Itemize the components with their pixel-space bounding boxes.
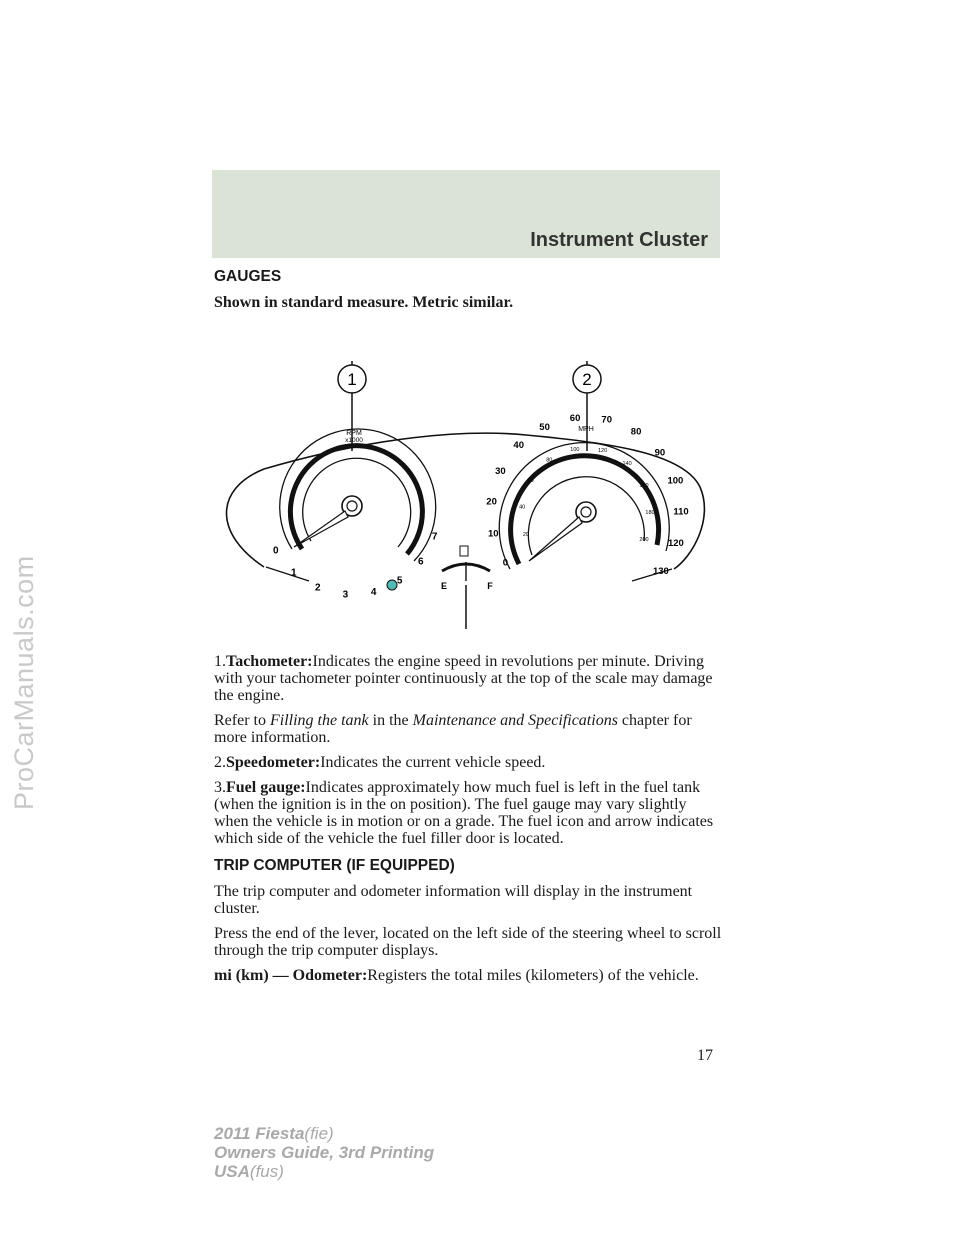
tach-unit: x1000 xyxy=(345,437,363,444)
trip-paragraph-1: The trip computer and odometer information will display in the instrument cluster. xyxy=(214,883,693,917)
speedo-tick-40: 40 xyxy=(513,440,524,452)
speedo-tick-70: 70 xyxy=(601,414,612,426)
reference-chapter: Maintenance and Specifications xyxy=(412,712,618,729)
fuel-full-label: F xyxy=(487,581,493,591)
speedo-inner-tick-120: 120 xyxy=(598,448,608,455)
speedo-tick-100: 100 xyxy=(667,475,684,487)
section-header-band xyxy=(212,170,720,258)
section-title: Instrument Cluster xyxy=(530,229,708,251)
odometer-label: mi (km) — Odometer: xyxy=(214,967,368,984)
item-text: Indicates the engine speed in revolutions per minute. Driving with your tachometer pointer continuously at the top of the scale may damage the engine. xyxy=(214,653,713,704)
speedo-inner-tick-60: 60 xyxy=(527,477,534,484)
gauges-subtitle: Shown in standard measure. Metric similar. xyxy=(214,294,514,311)
speedo-inner-tick-180: 180 xyxy=(645,509,655,516)
tach-tick-6: 6 xyxy=(418,556,424,568)
speedo-tick-80: 80 xyxy=(630,426,642,438)
speedo-tick-130: 130 xyxy=(652,565,669,577)
footer-market-code: (fus) xyxy=(249,1162,284,1181)
speedo-tick-110: 110 xyxy=(673,506,689,518)
item-speedometer xyxy=(214,754,724,771)
speedo-tick-30: 30 xyxy=(495,466,506,478)
trip-heading: TRIP COMPUTER (IF EQUIPPED) xyxy=(214,857,455,874)
speedo-tick-90: 90 xyxy=(654,447,666,459)
callout-label-1: 1 xyxy=(347,370,357,389)
reference-link: Filling the tank xyxy=(269,712,369,729)
page-content xyxy=(214,268,724,992)
item-text: Indicates the current vehicle speed. xyxy=(320,754,546,771)
footer-model-code: (fie) xyxy=(304,1124,334,1143)
tach-title: RPM xyxy=(346,430,362,437)
speedo-tick-120: 120 xyxy=(667,537,684,549)
footer-model: 2011 Fiesta xyxy=(214,1124,305,1143)
speedo-tick-0: 0 xyxy=(502,557,509,569)
speedo-tick-60: 60 xyxy=(569,413,581,424)
refer-note: Refer to Filling the tank in the Maintenance and Specifications chapter for more information. xyxy=(214,712,692,746)
item-num: 3. xyxy=(214,779,226,796)
speedo-tick-20: 20 xyxy=(486,496,497,508)
speedo-inner-tick-100: 100 xyxy=(570,446,580,453)
tach-tick-1: 1 xyxy=(291,567,297,579)
tach-tick-2: 2 xyxy=(315,582,321,594)
speedo-inner-tick-80: 80 xyxy=(546,457,553,464)
tach-tick-3: 3 xyxy=(342,589,349,601)
tach-tick-7: 7 xyxy=(431,531,438,543)
speedo-inner-tick-140: 140 xyxy=(622,460,632,467)
odometer-description xyxy=(214,967,724,984)
footer xyxy=(214,1124,434,1181)
gauges-heading: GAUGES xyxy=(214,268,282,285)
speedo-needle xyxy=(529,517,582,561)
instrument-cluster-diagram xyxy=(214,319,724,647)
speedo-inner-tick-200: 200 xyxy=(639,537,649,543)
footer-market: USA xyxy=(214,1162,250,1181)
item-tachometer xyxy=(214,653,724,704)
item-num: 1. xyxy=(214,653,226,670)
speedo-tick-10: 10 xyxy=(488,528,499,540)
watermark: ProCarManuals.com xyxy=(9,555,39,810)
item-label: Fuel gauge: xyxy=(226,779,306,796)
trip-paragraph-2: Press the end of the lever, located on the left side of the steering wheel to scroll through the trip computer displays. xyxy=(214,925,722,959)
speedo-title: MPH xyxy=(578,426,594,433)
speedo-inner-tick-40: 40 xyxy=(519,504,526,511)
tach-tick-4: 4 xyxy=(370,586,377,598)
page-number: 17 xyxy=(697,1047,713,1064)
footer-edition: Owners Guide, 3rd Printing xyxy=(214,1143,435,1162)
odometer-text: Registers the total miles (kilometers) of the vehicle. xyxy=(367,967,699,984)
item-fuel-gauge xyxy=(214,779,724,847)
indicator-lamp xyxy=(387,580,397,590)
housing-edge-left xyxy=(266,567,309,581)
speedo-inner-tick-labels xyxy=(519,447,654,543)
tach-tick-0: 0 xyxy=(273,545,279,557)
fuel-pump-icon xyxy=(460,546,468,556)
item-label: Tachometer: xyxy=(226,653,313,670)
fuel-empty-label: E xyxy=(440,581,448,591)
callout-label-2: 2 xyxy=(582,370,592,389)
item-num: 2. xyxy=(214,754,226,771)
tach-tick-5: 5 xyxy=(396,575,403,587)
item-label: Speedometer: xyxy=(226,754,321,771)
speedo-inner-tick-160: 160 xyxy=(639,482,649,489)
speedo-tick-50: 50 xyxy=(539,421,550,433)
item-text: Indicates approximately how much fuel is left in the fuel tank (when the ignition is in the on position). The fuel gauge may vary slightly when the vehicle is in motion or on a grade. The fuel icon and arrow indicates which side of the vehicle the fuel filler door is located. xyxy=(214,779,714,847)
speedo-inner-tick-20: 20 xyxy=(522,531,529,538)
